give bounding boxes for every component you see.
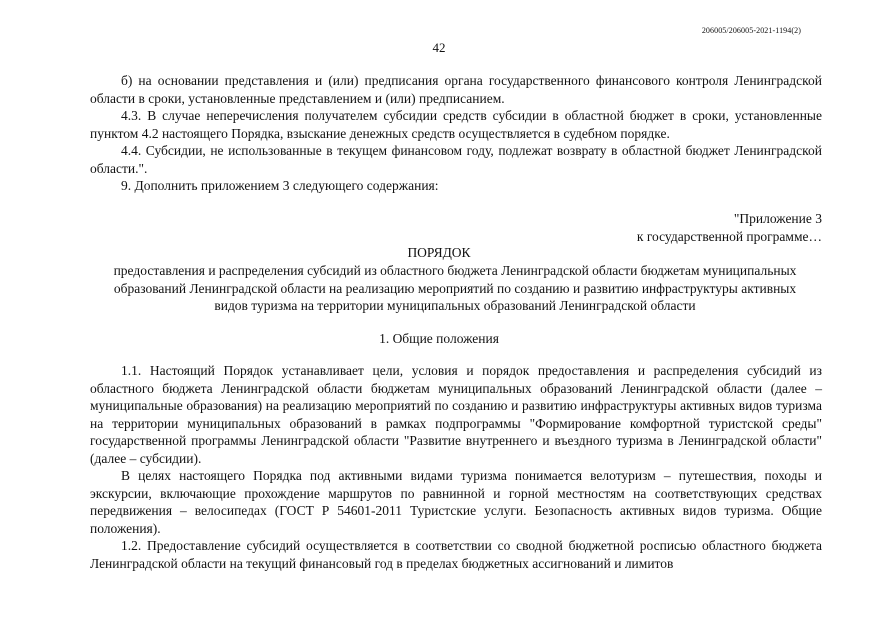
order-subtitle: предоставления и распределения субсидий из областного бюджета Ленинградской области бюджетам муниципальных образований Ленинградской области на реализацию мероприятий по созданию и развитию инфраструктуры активных видов туризма на территории муниципальных образований Ленинградской области (113, 263, 797, 313)
section-heading: 1. Общие положения (379, 331, 499, 346)
order-title: ПОРЯДОК (407, 245, 471, 260)
paragraph-1-1: 1.1. Настоящий Порядок устанавливает цели, условия и порядок предоставления и распределения субсидий из областного бюджета Ленинградской области бюджетам муниципальных образований Ленинградской области (далее – муниципальные образования) на реализацию мероприятий по созданию и развитию инфраструктуры активных видов туризма на территории муниципальных образований в рамках подпрограммы "Формирование комфортной туристской среды" государственной программы Ленинградской области "Развитие внутреннего и въездного туризма в Ленинградской области" (далее – субсидии). (90, 363, 822, 466)
paragraph-4-4: 4.4. Субсидии, не использованные в текущем финансовом году, подлежат возврату в областной бюджет Ленинградской области.". (90, 143, 822, 176)
appendix-line-2: к государственной программе… (636, 228, 822, 244)
section-text-block (90, 362, 822, 572)
paragraph-active-tourism: В целях настоящего Порядка под активными видами туризма понимается велотуризм – путешествия, походы и экскурсии, включающие прохождение маршрутов по равнинной и горной местностям на соответствующих средствах передвижения – велосипедах (ГОСТ Р 54601-2011 Туристские услуги. Безопасность активных видов туризма. Общие положения). (90, 468, 822, 536)
paragraph-1-2: 1.2. Предоставление субсидий осуществляется в соответствии со сводной бюджетной росписью областного бюджета Ленинградской области на текущий финансовый год в пределах бюджетных ассигнований и лимитов (90, 538, 822, 571)
page-number: 42 (432, 40, 446, 55)
document-id: 206005/206005-2021-1194(2) (701, 26, 801, 35)
paragraph-4-3: 4.3. В случае неперечисления получателем субсидии средств субсидии в областной бюджет в сроки, установленные пунктом 4.2 настоящего Порядка, взыскание денежных средств осуществляется в судебном порядке. (90, 108, 822, 141)
paragraph-4-2-b: б) на основании представления и (или) предписания органа государственного финансового контроля Ленинградской области в сроки, установленные представлением и (или) предписанием. (90, 73, 822, 106)
intro-text-block (90, 72, 822, 195)
appendix-line-1: "Приложение 3 (733, 211, 822, 226)
paragraph-9: 9. Дополнить приложением 3 следующего содержания: (121, 178, 439, 193)
appendix-label (637, 210, 822, 245)
